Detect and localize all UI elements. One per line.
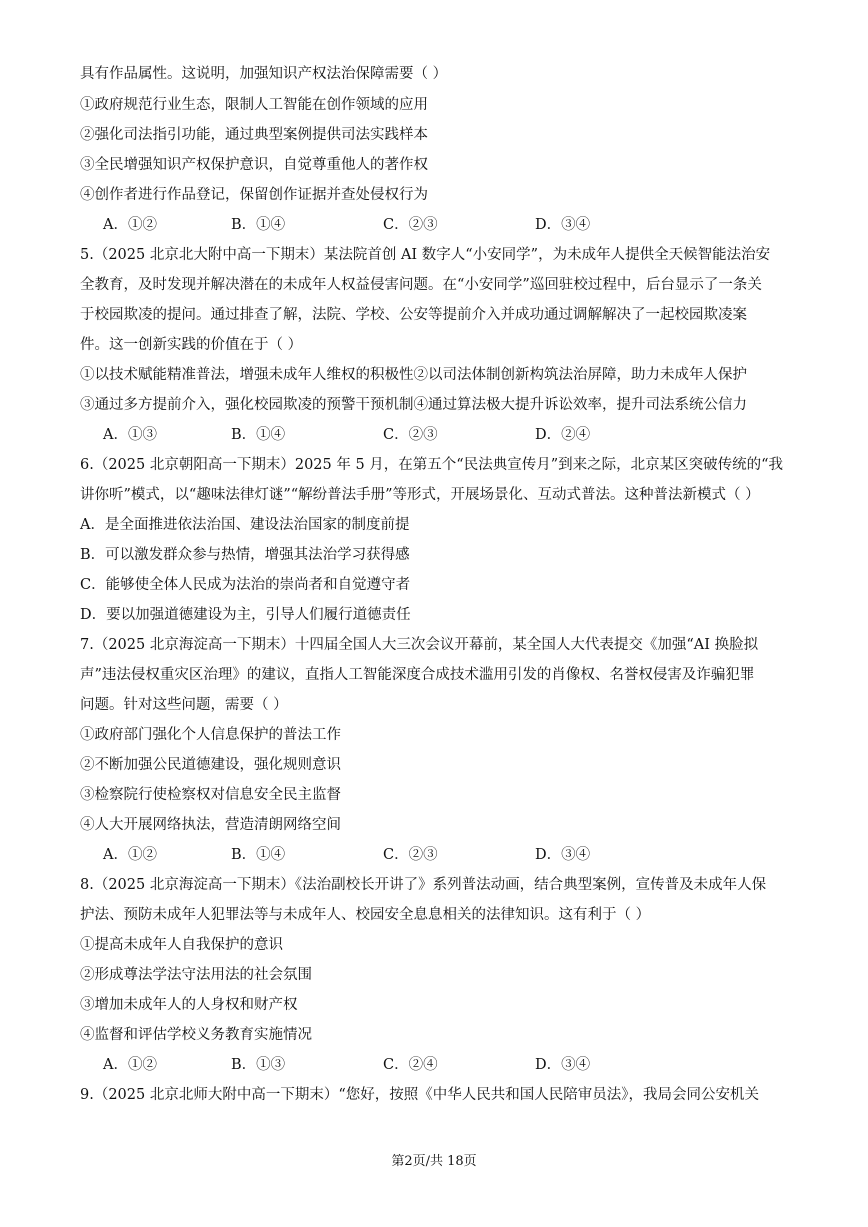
answer-option: B．①④ bbox=[231, 217, 286, 233]
question-text: 护法、预防未成年人犯罪法等与未成年人、校园安全息息相关的法律知识。这有利于（ ） bbox=[80, 907, 651, 923]
answer-option: D．③④ bbox=[535, 1057, 591, 1073]
answer-option: D．②④ bbox=[535, 427, 591, 443]
answer-option: D．要以加强道德建设为主，引导人们履行道德责任 bbox=[80, 607, 411, 623]
question-text: 声”违法侵权重灾区治理》的建议，直指人工智能深度合成技术滥用引发的肖像权、名誉权侵害及诈骗犯罪 bbox=[80, 667, 755, 683]
question-text: 全教育，及时发现并解决潜在的未成年人权益侵害问题。在“小安同学”巡回驻校过程中，后台显示了一条关 bbox=[80, 277, 762, 293]
question-text: 讲你听”模式，以“趣味法律灯谜”“解纷普法手册”等形式，开展场景化、互动式普法。这种普法新模式（ ） bbox=[80, 487, 760, 503]
answer-option: B．①④ bbox=[231, 847, 286, 863]
question-text: 5.（2025 北京北大附中高一下期末）某法院首创 AI 数字人“小安同学”，为未成年人提供全天候智能法治安 bbox=[80, 247, 771, 263]
answer-option: C．②③ bbox=[383, 427, 438, 443]
choice-statement: ④人大开展网络执法，营造清朗网络空间 bbox=[80, 817, 341, 833]
choice-statement: ①政府部门强化个人信息保护的普法工作 bbox=[80, 727, 341, 743]
choice-statement: ③通过多方提前介入，强化校园欺凌的预警干预机制④通过算法极大提升诉讼效率，提升司法系统公信力 bbox=[80, 397, 747, 413]
answer-option: B．①③ bbox=[231, 1057, 286, 1073]
answer-option: A．是全面推进依法治国、建设法治国家的制度前提 bbox=[80, 517, 410, 533]
question-text: 件。这一创新实践的价值在于（ ） bbox=[80, 337, 303, 353]
answer-option: D．③④ bbox=[535, 847, 591, 863]
answer-option: B．①④ bbox=[231, 427, 286, 443]
question-text: 于校园欺凌的提问。通过排查了解，法院、学校、公安等提前介入并成功通过调解解决了一起校园欺凌案 bbox=[80, 307, 747, 323]
choice-statement: ③全民增强知识产权保护意识，自觉尊重他人的著作权 bbox=[80, 157, 428, 173]
choice-statement: ①以技术赋能精准普法，增强未成年人维权的积极性②以司法体制创新构筑法治屏障，助力未成年人保护 bbox=[80, 367, 747, 383]
choice-statement: ①政府规范行业生态，限制人工智能在创作领域的应用 bbox=[80, 97, 428, 113]
choice-statement: ③检察院行使检察权对信息安全民主监督 bbox=[80, 787, 341, 803]
answer-option: A．①② bbox=[103, 847, 157, 863]
question-text: 7.（2025 北京海淀高一下期末）十四届全国人大三次会议开幕前，某全国人大代表提交《加强“AI 换脸拟 bbox=[80, 637, 759, 653]
question-text: 问题。针对这些问题，需要（ ） bbox=[80, 697, 288, 713]
answer-option: D．③④ bbox=[535, 217, 591, 233]
answer-option: A．①③ bbox=[103, 427, 157, 443]
answer-option: A．①② bbox=[103, 217, 157, 233]
choice-statement: ①提高未成年人自我保护的意识 bbox=[80, 937, 283, 953]
answer-option: C．②③ bbox=[383, 847, 438, 863]
answer-option: B．可以激发群众参与热情，增强其法治学习获得感 bbox=[80, 547, 410, 563]
answer-option: C．②③ bbox=[383, 217, 438, 233]
choice-statement: ④监督和评估学校义务教育实施情况 bbox=[80, 1027, 312, 1043]
choice-statement: ②强化司法指引功能，通过典型案例提供司法实践样本 bbox=[80, 127, 428, 143]
answer-option: C．能够使全体人民成为法治的崇尚者和自觉遵守者 bbox=[80, 577, 411, 593]
choice-statement: ④创作者进行作品登记，保留创作证据并查处侵权行为 bbox=[80, 187, 428, 203]
question-text: 8.（2025 北京海淀高一下期末）《法治副校长开讲了》系列普法动画，结合典型案例，宣传普及未成年人保 bbox=[80, 877, 767, 893]
question-text: 6.（2025 北京朝阳高一下期末）2025 年 5 月，在第五个“民法典宣传月”到来之际，北京某区突破传统的“我 bbox=[80, 457, 784, 473]
question-text: 9.（2025 北京北师大附中高一下期末）“您好，按照《中华人民共和国人民陪审员法》，我局会同公安机关 bbox=[80, 1087, 760, 1103]
answer-option: C．②④ bbox=[383, 1057, 438, 1073]
choice-statement: ②形成尊法学法守法用法的社会氛围 bbox=[80, 967, 312, 983]
answer-option: A．①② bbox=[103, 1057, 157, 1073]
page-footer: 第2页/共 18页 bbox=[391, 1154, 477, 1169]
choice-statement: ③增加未成年人的人身权和财产权 bbox=[80, 997, 298, 1013]
question-text: 具有作品属性。这说明，加强知识产权法治保障需要（ ） bbox=[80, 66, 448, 82]
choice-statement: ②不断加强公民道德建设，强化规则意识 bbox=[80, 757, 341, 773]
